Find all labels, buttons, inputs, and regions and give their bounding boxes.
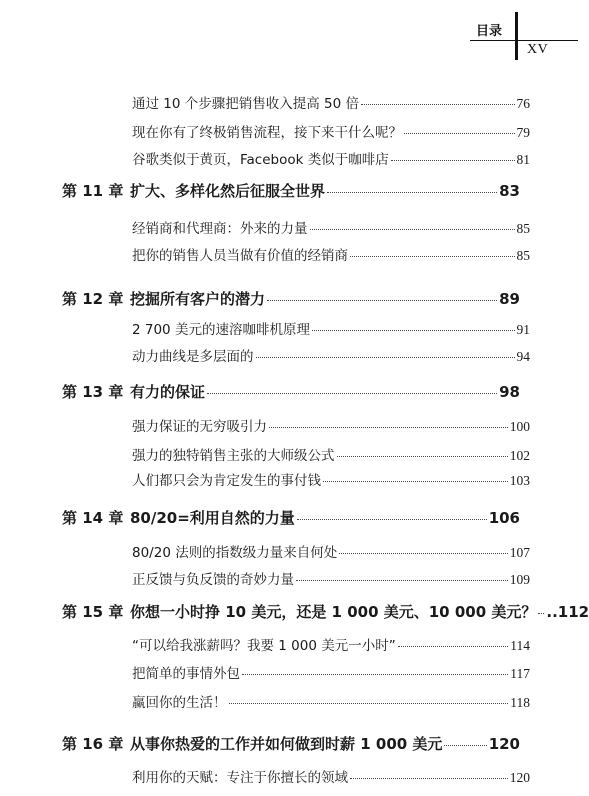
dot-leader xyxy=(361,103,514,105)
chapter-title: 从事你热爱的工作并如何做到时薪 1 000 美元 xyxy=(130,735,443,753)
toc-page-number: 85 xyxy=(516,221,530,236)
toc-chapter-row[interactable] xyxy=(62,601,589,622)
toc-page-number: 118 xyxy=(510,695,530,710)
section-title: 人们都只会为肯定发生的事付钱 xyxy=(132,473,321,489)
chapter-title: 有力的保证 xyxy=(130,383,206,401)
toc-page-number: 81 xyxy=(516,152,530,167)
header-vertical-rule xyxy=(515,12,518,60)
toc-page-number: 117 xyxy=(510,666,530,681)
toc-section-row[interactable] xyxy=(132,541,530,561)
section-title: “可以给我涨薪吗？我要 1 000 美元一小时” xyxy=(132,638,396,654)
dot-leader xyxy=(350,777,508,779)
toc-page-number: 120 xyxy=(488,735,520,753)
chapter-number: 第 15 章 xyxy=(62,603,124,621)
section-title: 80/20 法则的指数级力量来自何处 xyxy=(132,545,338,561)
toc-page-number: 94 xyxy=(516,349,530,364)
section-title: 2 700 美元的速溶咖啡机原理 xyxy=(132,322,310,338)
dot-leader xyxy=(312,329,515,331)
toc-page-number: 114 xyxy=(510,638,530,653)
dot-leader xyxy=(337,455,508,457)
chapter-title: 80/20=利用自然的力量 xyxy=(130,509,295,527)
toc-chapter-row[interactable] xyxy=(62,733,520,754)
dot-leader xyxy=(327,191,497,193)
dot-leader xyxy=(404,132,515,134)
dot-leader xyxy=(310,228,515,230)
toc-section-row[interactable] xyxy=(132,634,530,654)
section-title: 强力的独特销售主张的大师级公式 xyxy=(132,448,335,464)
dot-leader xyxy=(350,255,515,257)
page-header xyxy=(0,0,578,60)
toc-page-number: 100 xyxy=(509,419,530,434)
running-header-title: 目录 xyxy=(476,24,503,39)
header-horizontal-rule xyxy=(470,40,578,41)
dot-leader xyxy=(242,673,508,675)
toc-section-row[interactable] xyxy=(132,121,530,141)
chapter-number: 第 12 章 xyxy=(62,290,124,308)
toc-section-row[interactable] xyxy=(132,92,530,112)
dot-leader xyxy=(267,299,497,301)
toc-page-number: 79 xyxy=(516,125,530,140)
section-title: 强力保证的无穷吸引力 xyxy=(132,419,267,435)
chapter-title: 挖掘所有客户的潜力 xyxy=(130,290,266,308)
toc-page-number: 103 xyxy=(509,473,530,488)
toc-section-row[interactable] xyxy=(132,345,530,365)
toc-chapter-row[interactable] xyxy=(62,288,520,309)
chapter-number: 第 13 章 xyxy=(62,383,124,401)
toc-chapter-row[interactable] xyxy=(62,381,520,402)
toc-section-row[interactable] xyxy=(132,244,530,264)
toc-page-number: 98 xyxy=(499,383,520,401)
dot-leader xyxy=(444,744,486,746)
toc-page-number: 120 xyxy=(509,770,530,785)
section-title: 谷歌类似于黄页，Facebook 类似于咖啡店 xyxy=(132,152,389,168)
toc-section-row[interactable] xyxy=(132,469,530,489)
toc-page-number: 91 xyxy=(516,322,530,337)
toc-section-row[interactable] xyxy=(132,217,530,237)
section-title: 经销商和代理商：外来的力量 xyxy=(132,221,308,237)
dot-leader xyxy=(296,579,508,581)
dot-leader xyxy=(398,645,509,647)
section-title: 利用你的天赋：专注于你擅长的领域 xyxy=(132,770,348,786)
toc-page-number: 89 xyxy=(499,290,520,308)
chapter-number: 第 14 章 xyxy=(62,509,124,527)
toc-chapter-row[interactable] xyxy=(62,507,520,528)
page-number: XV xyxy=(527,42,549,57)
toc-page-number: 76 xyxy=(516,96,530,111)
dot-leader xyxy=(256,356,515,358)
section-title: 现在你有了终极销售流程，接下来干什么呢？ xyxy=(132,125,402,141)
toc-page-number: 102 xyxy=(509,448,530,463)
section-title: 把简单的事情外包 xyxy=(132,666,240,682)
dot-leader xyxy=(207,392,497,394)
dot-leader xyxy=(297,518,487,520)
dot-leader xyxy=(538,612,544,614)
toc-section-row[interactable] xyxy=(132,148,530,168)
toc-section-row[interactable] xyxy=(132,415,530,435)
chapter-number: 第 11 章 xyxy=(62,182,124,200)
toc-page-number: 85 xyxy=(516,248,530,263)
dot-leader xyxy=(269,426,508,428)
chapter-title: 你想一小时挣 10 美元，还是 1 000 美元、10 000 美元？ xyxy=(130,603,537,621)
toc-page-number: 107 xyxy=(509,545,530,560)
section-title: 把你的销售人员当做有价值的经销商 xyxy=(132,248,348,264)
dot-leader xyxy=(323,480,508,482)
section-title: 动力曲线是多层面的 xyxy=(132,349,254,365)
chapter-title: 扩大、多样化然后征服全世界 xyxy=(130,182,326,200)
toc-section-row[interactable] xyxy=(132,766,530,786)
toc-section-row[interactable] xyxy=(132,318,530,338)
dot-leader xyxy=(339,552,508,554)
toc-section-row[interactable] xyxy=(132,662,530,682)
chapter-number: 第 16 章 xyxy=(62,735,124,753)
toc-section-row[interactable] xyxy=(132,568,530,588)
toc-page-number: 106 xyxy=(488,509,520,527)
section-title: 正反馈与负反馈的奇妙力量 xyxy=(132,572,294,588)
toc-section-row[interactable] xyxy=(132,444,530,464)
toc-section-row[interactable] xyxy=(132,691,530,711)
toc-page-number: 83 xyxy=(499,182,520,200)
toc-page-number: 109 xyxy=(509,572,530,587)
section-title: 通过 10 个步骤把销售收入提高 50 倍 xyxy=(132,96,360,112)
dot-leader xyxy=(391,159,515,161)
toc-page-number: ..112 xyxy=(546,603,589,621)
dot-leader xyxy=(229,702,509,704)
toc-chapter-row[interactable] xyxy=(62,180,520,201)
section-title: 赢回你的生活！ xyxy=(132,695,227,711)
